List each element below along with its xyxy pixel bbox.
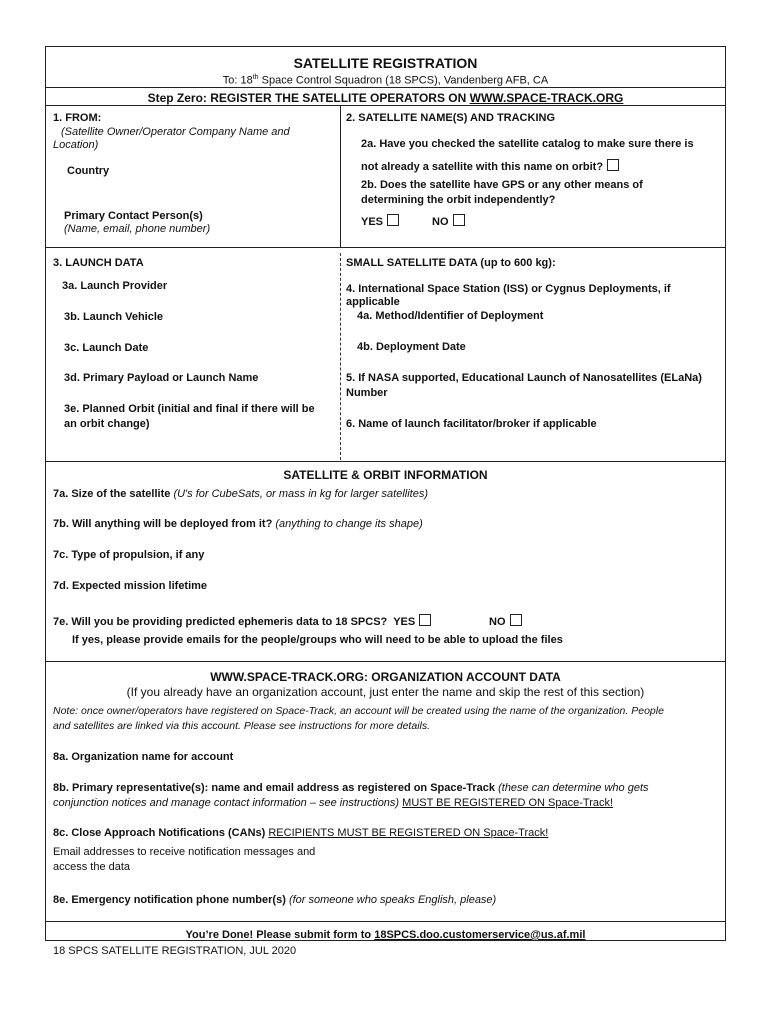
divider: [46, 247, 725, 248]
q3c-label: 3c. Launch Date: [64, 342, 149, 354]
q7e-no-checkbox[interactable]: [510, 614, 522, 626]
q8b-hint-2: conjunction notices and manage contact information – see instructions): [53, 797, 400, 809]
column-divider-dashed: [340, 253, 341, 460]
q2b-yes-checkbox[interactable]: [387, 214, 399, 226]
q2a-checkbox[interactable]: [607, 159, 619, 171]
q8a-label: 8a. Organization name for account: [53, 751, 234, 763]
country-label: Country: [67, 165, 110, 177]
q8b-line-1: [53, 781, 649, 795]
q7e-yes-label: YES: [393, 616, 416, 628]
org-note-1: Note: once owner/operators have registered on Space-Track, an account will be created using the name of the organization. People: [53, 705, 664, 717]
q2b-text-2: determining the orbit independently?: [361, 194, 556, 206]
contact-hint: (Name, email, phone number): [64, 223, 211, 235]
org-account-title: WWW.SPACE-TRACK.ORG: ORGANIZATION ACCOUNT DATA: [210, 670, 561, 684]
q7b: [53, 517, 423, 531]
q8e-hint: (for someone who speaks English, please): [288, 894, 497, 906]
q5-label-1: 5. If NASA supported, Educational Launch of Nanosatellites (ELaNa): [346, 372, 702, 384]
q8c-desc-1: Email addresses to receive notification messages and: [53, 846, 316, 858]
satellite-name-title: 2. SATELLITE NAME(S) AND TRACKING: [346, 112, 555, 124]
q8c-must-register: RECIPIENTS MUST BE REGISTERED ON Space-Track!: [268, 827, 549, 839]
q7e-no: [489, 614, 522, 629]
q7a: [53, 487, 428, 501]
q3b-label: 3b. Launch Vehicle: [64, 311, 164, 323]
column-divider: [340, 105, 341, 247]
from-hint-2: Location): [53, 139, 99, 151]
q3d-label: 3d. Primary Payload or Launch Name: [64, 372, 259, 384]
q8b-must-register: MUST BE REGISTERED ON Space-Track!: [402, 797, 614, 809]
q3e-label-2: an orbit change): [64, 418, 150, 430]
q8e-line: [53, 893, 496, 907]
yes-label: YES: [361, 216, 384, 228]
q7a-label: 7a. Size of the satellite: [53, 488, 171, 500]
q2a-text-2: [361, 159, 619, 174]
q7e-followup: If yes, please provide emails for the people/groups who will need to be able to upload the files: [72, 634, 563, 646]
q4-label-2: applicable: [346, 296, 400, 308]
done-text: You’re Done! Please submit form to: [185, 929, 375, 941]
q2b-text-1: 2b. Does the satellite have GPS or any other means of: [361, 179, 643, 191]
space-track-link[interactable]: WWW.SPACE-TRACK.ORG: [469, 91, 624, 105]
q8c-label: 8c. Close Approach Notifications (CANs): [53, 827, 266, 839]
q4b-label: 4b. Deployment Date: [357, 341, 466, 353]
small-sat-title: SMALL SATELLITE DATA (up to 600 kg):: [346, 257, 556, 269]
form-identifier: 18 SPCS SATELLITE REGISTRATION, JUL 2020: [53, 945, 297, 957]
q7b-label: 7b. Will anything will be deployed from it?: [53, 518, 273, 530]
q6-label: 6. Name of launch facilitator/broker if applicable: [346, 418, 597, 430]
q2a-text-1: 2a. Have you checked the satellite catalog to make sure there is: [361, 138, 694, 150]
from-label: 1. FROM:: [53, 112, 102, 124]
form-title: SATELLITE REGISTRATION: [293, 55, 478, 71]
q2a-question: not already a satellite with this name on orbit?: [361, 161, 604, 173]
divider: [46, 105, 725, 106]
divider: [46, 87, 725, 88]
org-note-2: and satellites are linked via this account. Please see instructions for more details.: [53, 720, 431, 732]
q7e-yes-checkbox[interactable]: [419, 614, 431, 626]
q7e: [53, 614, 431, 629]
submit-instructions: [46, 928, 725, 942]
step-zero: [46, 91, 725, 106]
step-zero-text: Step Zero: REGISTER THE SATELLITE OPERATORS ON: [147, 91, 470, 105]
q2b-no: [432, 214, 465, 229]
q8c-line: [53, 826, 548, 840]
q8b-line-2: [53, 796, 613, 810]
divider: [46, 461, 725, 462]
registration-form: [45, 46, 726, 941]
divider: [46, 921, 725, 922]
q4-label-1: 4. International Space Station (ISS) or Cygnus Deployments, if: [346, 283, 671, 295]
recipient-sup: th: [252, 74, 259, 81]
contact-label: Primary Contact Person(s): [64, 210, 203, 222]
recipient-suffix: Space Control Squadron (18 SPCS), Vandenberg AFB, CA: [258, 74, 549, 87]
divider: [46, 661, 725, 662]
q7c-label: 7c. Type of propulsion, if any: [53, 549, 205, 561]
from-hint-1: (Satellite Owner/Operator Company Name and: [61, 126, 290, 138]
submit-email-link[interactable]: 18SPCS.doo.customerservice@us.af.mil: [374, 929, 586, 941]
q3a-label: 3a. Launch Provider: [62, 280, 168, 292]
q8c-desc-2: access the data: [53, 861, 131, 873]
form-recipient: [46, 71, 725, 88]
org-account-subtitle: (If you already have an organization account, just enter the name and skip the rest of this section): [126, 685, 645, 699]
q5-label-2: Number: [346, 387, 388, 399]
q8b-label: 8b. Primary representative(s): name and email address as registered on Space-Track: [53, 782, 496, 794]
q7a-hint: (U's for CubeSats, or mass in kg for larger satellites): [173, 488, 429, 500]
q4a-label: 4a. Method/Identifier of Deployment: [357, 310, 544, 322]
no-label: NO: [432, 216, 449, 228]
q8e-label: 8e. Emergency notification phone number(s): [53, 894, 286, 906]
q2b-no-checkbox[interactable]: [453, 214, 465, 226]
q7d-label: 7d. Expected mission lifetime: [53, 580, 208, 592]
orbit-info-title: SATELLITE & ORBIT INFORMATION: [283, 468, 488, 482]
q8b-hint-1: (these can determine who gets: [498, 782, 649, 794]
q7e-label: 7e. Will you be providing predicted ephemeris data to 18 SPCS?: [53, 616, 388, 628]
q7b-hint: (anything to change its shape): [275, 518, 423, 530]
q2b-yes: [361, 214, 399, 229]
recipient-prefix: To: 18: [222, 74, 253, 87]
launch-data-title: 3. LAUNCH DATA: [53, 257, 144, 269]
q3e-label-1: 3e. Planned Orbit (initial and final if there will be: [64, 403, 315, 415]
q7e-no-label: NO: [489, 616, 506, 628]
